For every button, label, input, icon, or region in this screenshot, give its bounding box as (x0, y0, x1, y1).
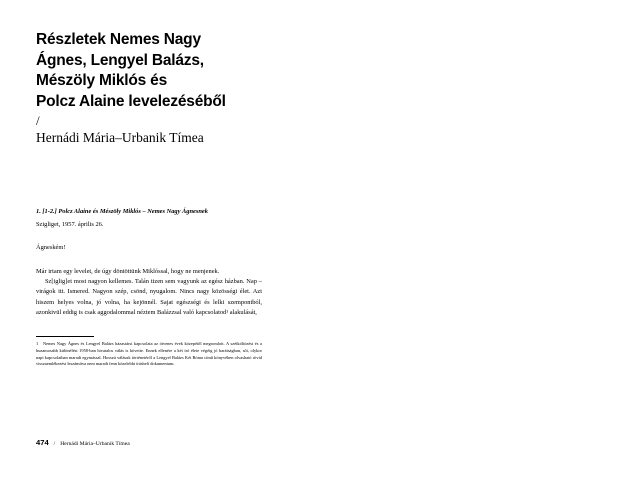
title-line-1: Részletek Nemes Nagy (36, 31, 201, 48)
page-number: 474 (36, 438, 49, 447)
title-line-4: Polcz Alaine levelezéséből (36, 92, 226, 110)
authors-line: Hernádi Mária–Urbanik Tímea (36, 129, 204, 145)
footnote-text: Nemes Nagy Ágnes és Lengyel Balázs házastársi kapcsolata az ötvenes évek közepétől megromlott. A szétköltözést és a huzamosabb különélést 1958-ban hivatalos válás is követte. Ennek ellenére a két író élete végéig jó barátságban, sőt, olykor napi kapcsolatban maradt egymással. Hosszú válásuk történetéről a Lengyel Balázs Két Róma című könyvében olvasható rövid visszaemlékezést leszámítva nem maradt fenn közelebbi írásbeli dokumentum. (36, 341, 262, 367)
page-title (36, 30, 290, 112)
section-heading: 1. [1-2.] Polcz Alaine és Mészöly Miklós – Nemes Nagy Ágnesnek (36, 208, 208, 215)
footnote (36, 341, 262, 368)
body-text-block (36, 208, 262, 318)
page-footer (36, 438, 130, 447)
title-slash-divider: / (36, 113, 40, 129)
title-block (36, 30, 290, 146)
footnote-number: 1 (36, 341, 39, 346)
body-paragraph: Sz[iglig]et most nagyon kellemes. Talán tizen sem vagyunk az egész házban. Nap – virágok itt. Ismered. Nagyon szép, csönd, nyugalom. Nincs nagy közösségi élet. Azt hiszem helyes volna, jó volna, ha kejönnél. Sajat egészségi és lelki szempontból, azonkivül eddig is csak aggodalommal néztem Balázzsal való kapcsolatod¹ alakulását, (36, 277, 262, 317)
footer-separator: / (53, 441, 56, 447)
salutation-line: Ágneském! (36, 243, 66, 251)
footnote-separator-rule (36, 336, 94, 337)
place-date-line: Szigliget, 1957. április 26. (36, 221, 104, 229)
running-head: Hernádi Mária–Urbanik Tímea (60, 441, 130, 447)
title-line-2: Ágnes, Lengyel Balázs, (36, 51, 204, 69)
title-line-3: Mészöly Miklós és (36, 72, 167, 90)
body-paragraph: Már irtam egy levelet, de úgy döntöttünk Miklóssal, hogy ne menjenek. (36, 267, 220, 275)
